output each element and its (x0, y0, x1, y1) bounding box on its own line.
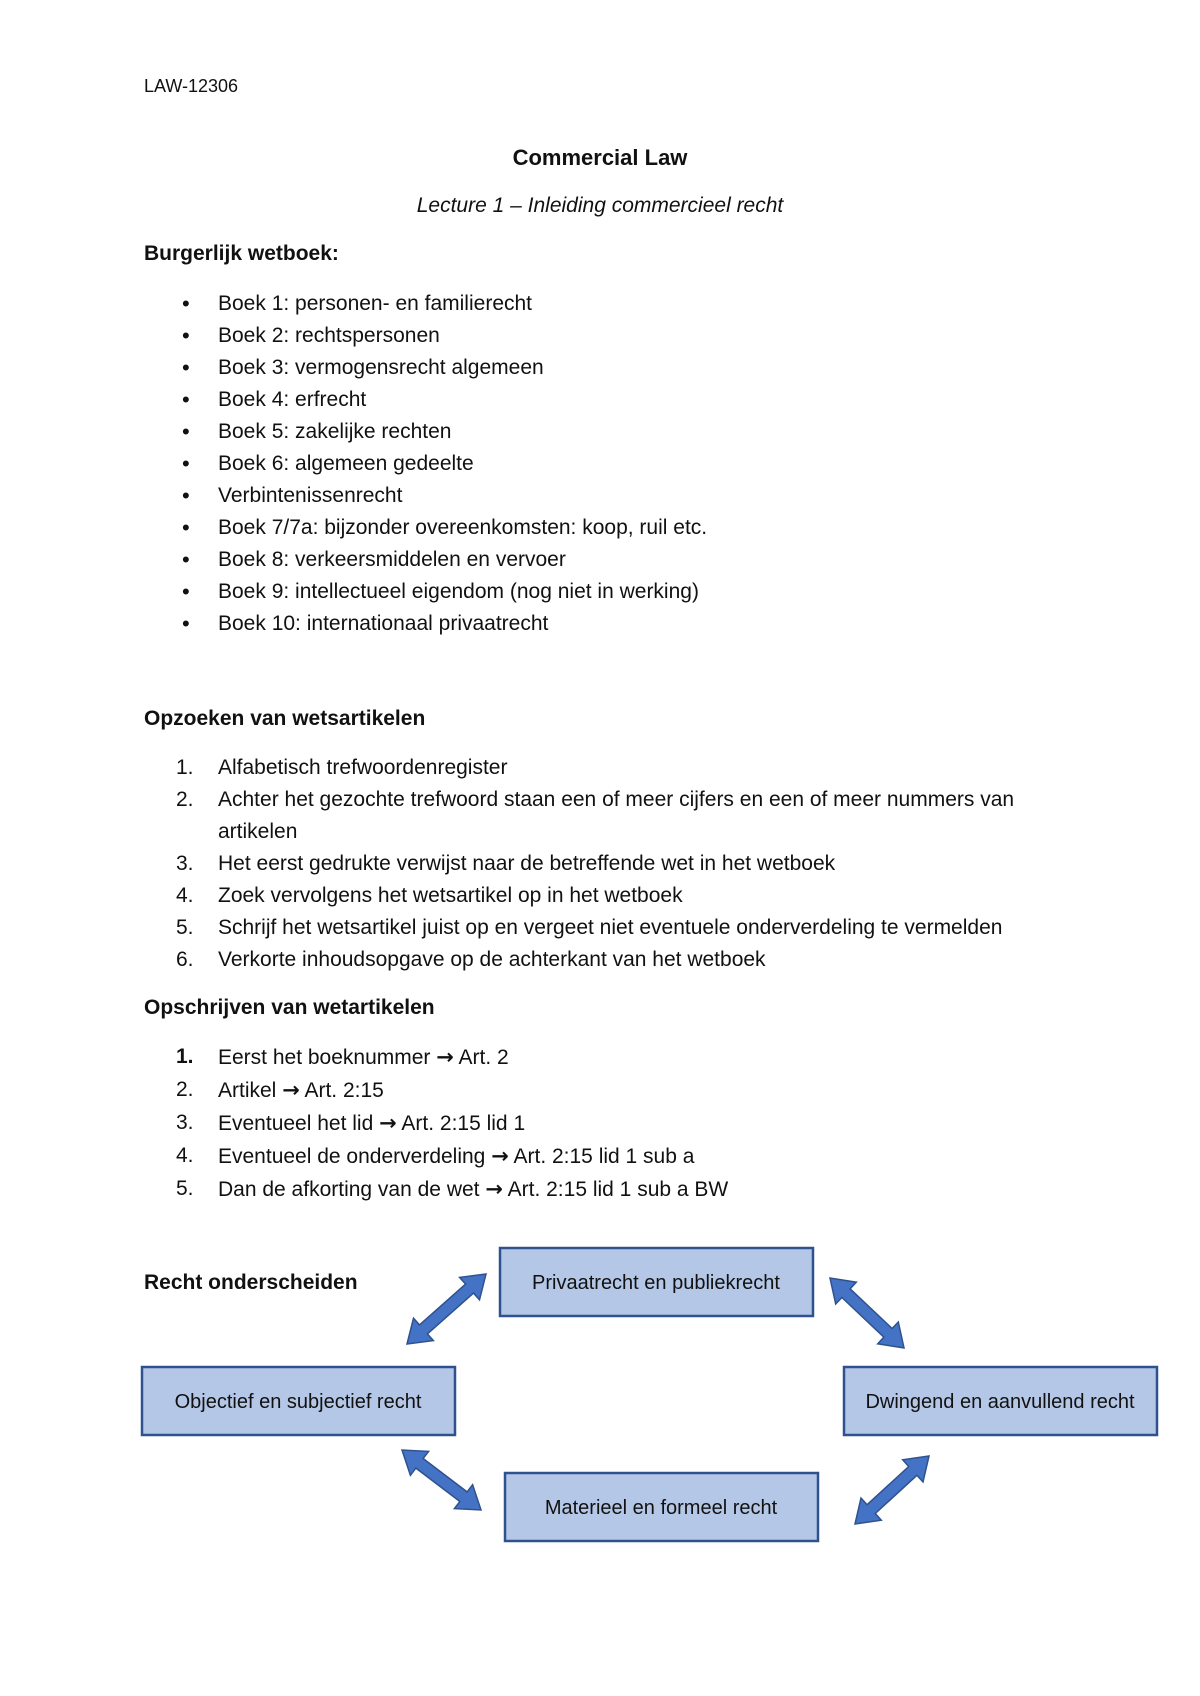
bullet-list-boeken (144, 288, 1074, 640)
document-title: Commercial Law (512, 145, 688, 170)
list-item (144, 848, 1074, 880)
list-text: Achter het gezochte trefwoord staan een of meer cijfers en een of meer nummers van artikelen (218, 788, 1015, 843)
box-dwingend (844, 1367, 1157, 1435)
list-item (144, 880, 1074, 912)
section-heading-opzoeken: Opzoeken van wetsartikelen (144, 707, 426, 730)
list-number: 2. (176, 1078, 194, 1101)
list-item: • Boek 7/7a: bijzonder overeenkomsten: koop, ruil etc. (144, 512, 1074, 544)
right-arrow-icon: → (436, 1045, 454, 1069)
list-item: • Boek 8: verkeersmiddelen en vervoer (144, 544, 1074, 576)
list-text: Het eerst gedrukte verwijst naar de betreffende wet in het wetboek (218, 852, 836, 875)
list-item: • Boek 9: intellectueel eigendom (nog niet in werking) (144, 576, 1074, 608)
list-text: Schrijf het wetsartikel juist op en vergeet niet eventuele onderverdeling te vermelden (218, 916, 1003, 939)
list-item (144, 1107, 1074, 1140)
list-item: • Boek 1: personen- en familierecht (144, 288, 1074, 320)
double-arrow-icon (830, 1278, 904, 1348)
list-number: 1. (176, 756, 194, 779)
right-arrow-icon: → (282, 1078, 300, 1102)
list-text: Eventueel de onderverdeling (218, 1145, 492, 1168)
list-item: • Boek 6: algemeen gedeelte (144, 448, 1074, 480)
list-item: • Verbintenissenrecht (144, 480, 1074, 512)
list-number: 3. (176, 852, 194, 875)
list-item: • Boek 2: rechtspersonen (144, 320, 1074, 352)
box-privaatrecht (500, 1248, 813, 1316)
list-item: • Boek 4: erfrecht (144, 384, 1074, 416)
header-code: LAW-12306 (144, 76, 239, 96)
list-number: 3. (176, 1111, 194, 1134)
document-subtitle: Lecture 1 – Inleiding commercieel recht (416, 194, 784, 217)
list-number: 5. (176, 916, 194, 939)
list-text: Zoek vervolgens het wetsartikel op in het wetboek (218, 884, 683, 907)
box-label-bottom: Materieel en formeel recht (544, 1497, 778, 1519)
list-number: 6. (176, 948, 194, 971)
list-text: Alfabetisch trefwoordenregister (218, 756, 508, 779)
right-arrow-icon: → (485, 1177, 503, 1201)
right-arrow-icon: → (491, 1144, 509, 1168)
section-heading-opschrijven: Opschrijven van wetartikelen (144, 996, 435, 1019)
list-item: • Boek 10: internationaal privaatrecht (144, 608, 1074, 640)
section-heading-burgerlijk-wetboek: Burgerlijk wetboek: (144, 242, 339, 265)
list-text-result: Art. 2:15 lid 1 sub a BW (502, 1178, 729, 1201)
list-text: Eventueel het lid (218, 1112, 380, 1135)
box-objectief (142, 1367, 455, 1435)
list-text-result: Art. 2:15 (299, 1079, 384, 1102)
list-item (144, 944, 1074, 976)
double-arrow-icon (402, 1450, 481, 1510)
list-text: Artikel (218, 1079, 283, 1102)
list-item (144, 1173, 1074, 1206)
box-label-top: Privaatrecht en publiekrecht (532, 1272, 780, 1294)
double-arrow-icon (855, 1456, 929, 1524)
list-text: Dan de afkorting van de wet (218, 1178, 486, 1201)
double-arrow-icon (407, 1274, 486, 1344)
list-text-result: Art. 2:15 lid 1 (396, 1112, 526, 1135)
section-heading-recht-onderscheiden: Recht onderscheiden (144, 1271, 358, 1294)
list-number: 1. (176, 1045, 194, 1068)
list-text-result: Art. 2 (453, 1046, 509, 1069)
right-arrow-icon: → (379, 1111, 397, 1135)
list-number: 4. (176, 1144, 194, 1167)
list-item (144, 784, 1074, 848)
list-item (144, 1140, 1074, 1173)
list-text: Verkorte inhoudsopgave op de achterkant van het wetboek (218, 948, 766, 971)
recht-onderscheiden-diagram (0, 1230, 1200, 1560)
list-text-result: Art. 2:15 lid 1 sub a (508, 1145, 695, 1168)
box-label-left: Objectief en subjectief recht (174, 1391, 422, 1413)
list-number: 4. (176, 884, 194, 907)
list-item (144, 752, 1074, 784)
box-materieel (505, 1473, 818, 1541)
numbered-list-opzoeken (144, 752, 1074, 976)
list-number: 5. (176, 1177, 194, 1200)
list-item (144, 912, 1074, 944)
list-item: • Boek 5: zakelijke rechten (144, 416, 1074, 448)
list-text: Eerst het boeknummer (218, 1046, 437, 1069)
numbered-list-opschrijven (144, 1041, 1074, 1206)
list-item: • Boek 3: vermogensrecht algemeen (144, 352, 1074, 384)
list-number: 2. (176, 788, 194, 811)
list-item (144, 1074, 1074, 1107)
list-item (144, 1041, 1074, 1074)
box-label-right: Dwingend en aanvullend recht (865, 1391, 1135, 1413)
